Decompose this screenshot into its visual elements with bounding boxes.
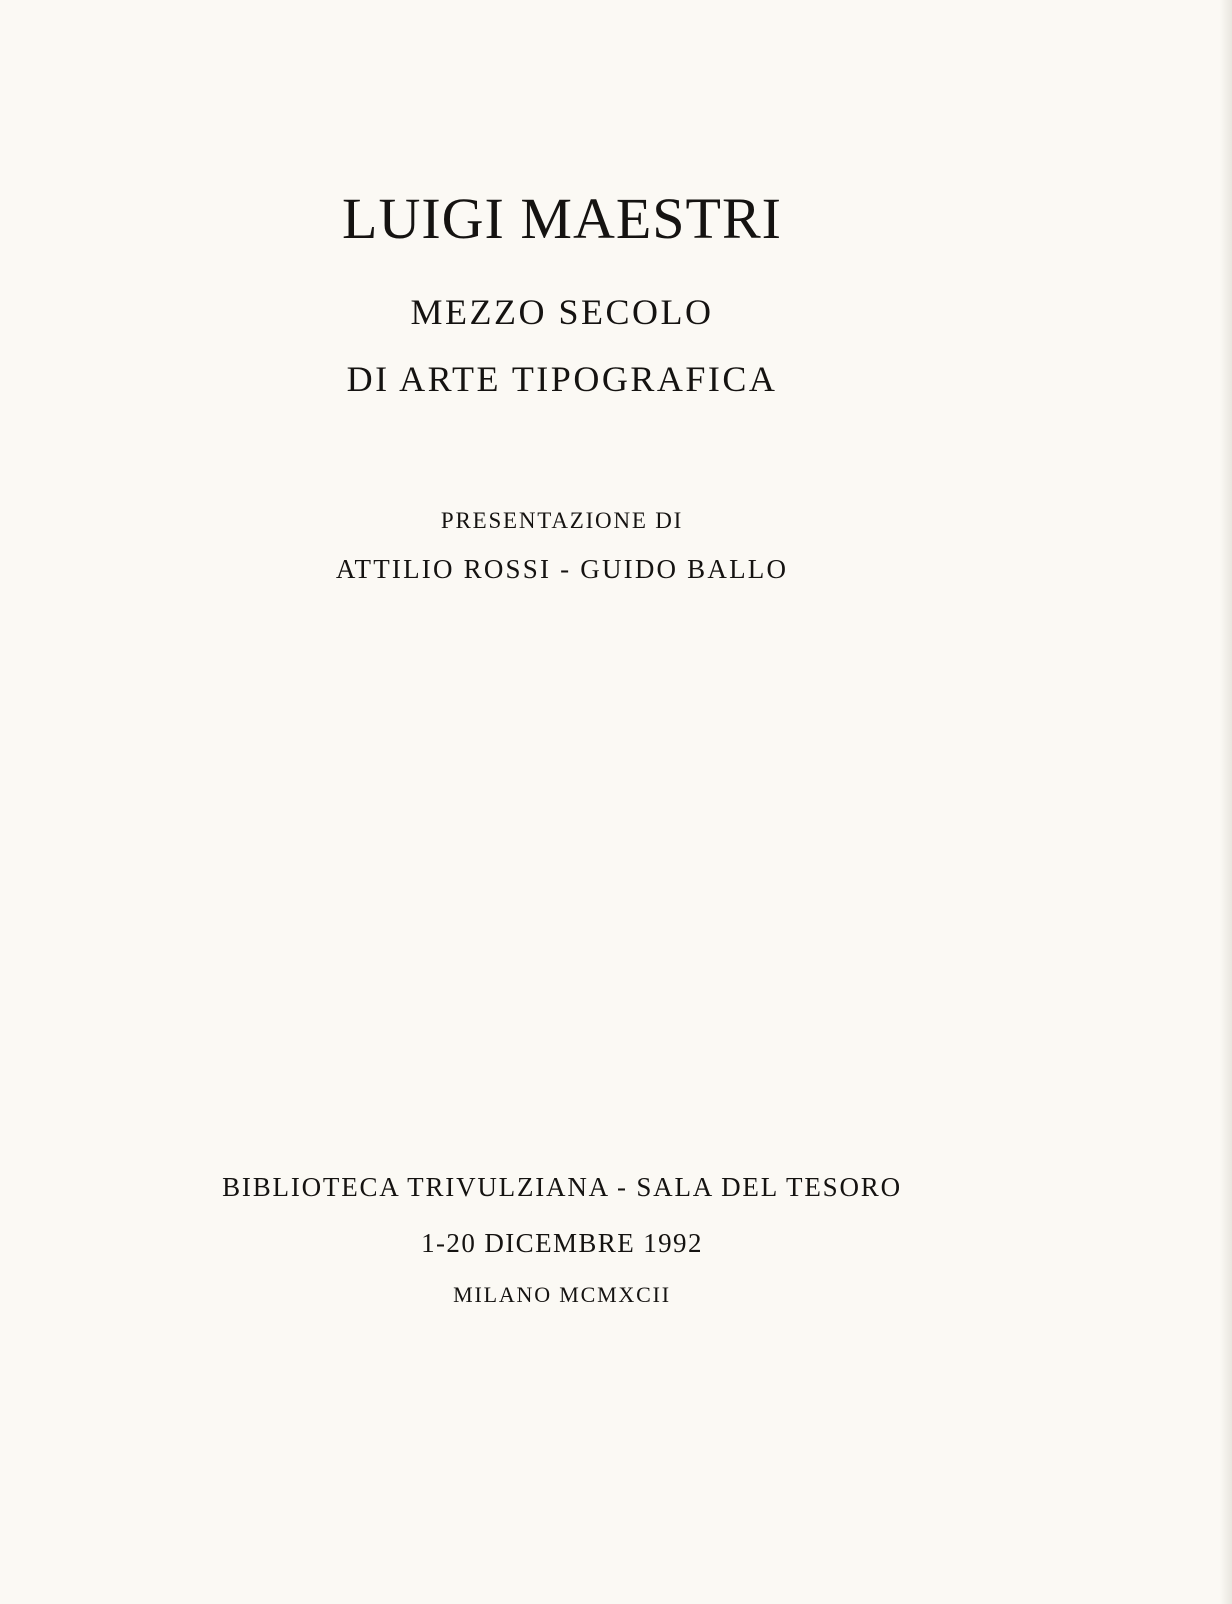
page-edge-shadow <box>1220 0 1232 1604</box>
venue-line: BIBLIOTECA TRIVULZIANA - SALA DEL TESORO <box>222 1172 902 1202</box>
dates-line: 1-20 DICEMBRE 1992 <box>421 1228 703 1258</box>
title-line-2: DI ARTE TIPOGRAFICA <box>346 359 778 399</box>
title-line-1: MEZZO SECOLO <box>410 292 714 332</box>
presentation-label: PRESENTAZIONE DI <box>440 508 684 533</box>
city-year-line: MILANO MCMXCII <box>453 1282 671 1307</box>
author-name: LUIGI MAESTRI <box>342 186 782 251</box>
presenters-line: ATTILIO ROSSI - GUIDO BALLO <box>335 554 789 584</box>
